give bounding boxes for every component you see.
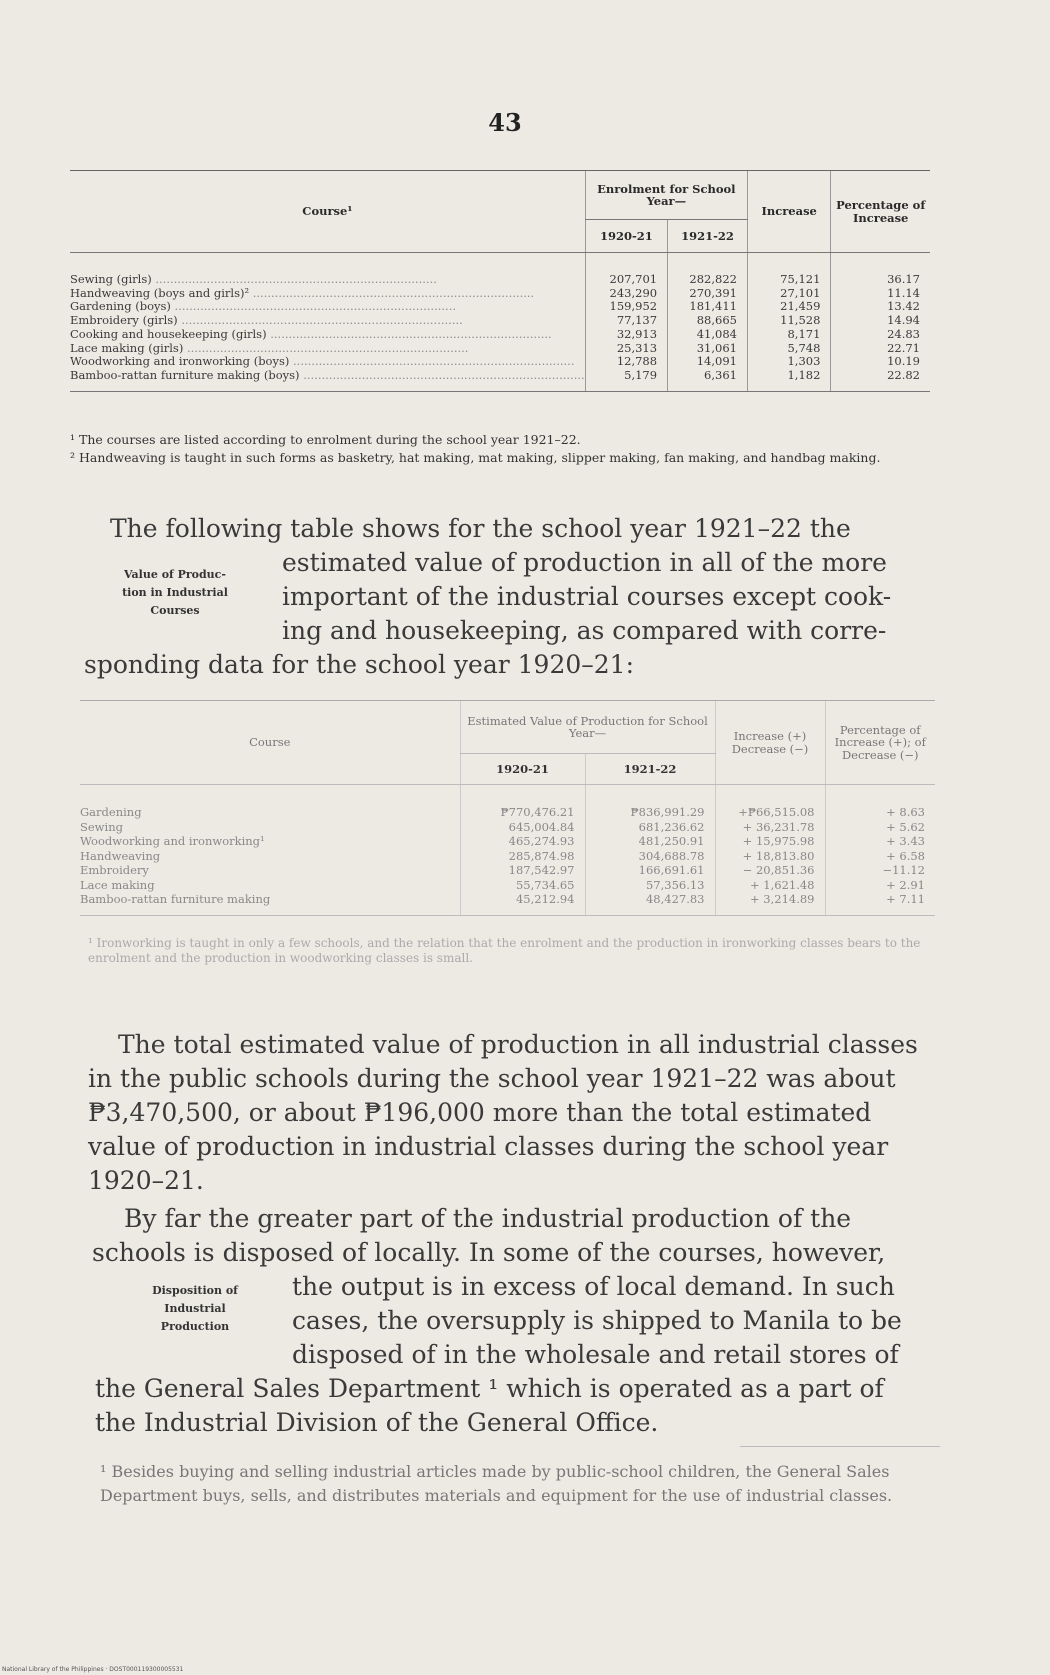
row-increase: 5,748 xyxy=(747,342,830,356)
col-header-year-1921: 1921-22 xyxy=(585,754,715,785)
row-change: +₱66,515.08 xyxy=(715,785,825,820)
paragraph-2-line: ₱3,470,500, or about ₱196,000 more than the total estimated xyxy=(88,1098,872,1127)
row-increase: 21,459 xyxy=(747,300,830,314)
table2-footnote: ¹ Ironworking is taught in only a few schools, and the relation that the enrolment and the production in ironworking classes bears to the enrolment and the production in woodworking classes is small. xyxy=(88,936,921,965)
row-value-1920: 159,952 xyxy=(585,300,667,314)
row-change: + 36,231.78 xyxy=(715,820,825,835)
row-increase: 8,171 xyxy=(747,328,830,342)
footnote-rule xyxy=(740,1446,940,1447)
row-percentage: 22.82 xyxy=(831,369,930,391)
row-course: Woodworking and ironworking¹ xyxy=(80,834,265,848)
row-course: Gardening xyxy=(80,805,142,819)
col-header-year-1921: 1921-22 xyxy=(668,220,748,253)
col-header-change: Increase (+) Decrease (−) xyxy=(715,701,825,785)
table1-footnote-1: ¹ The courses are listed according to enrolment during the school year 1921–22. xyxy=(70,432,581,447)
col-header-year-1920: 1920-21 xyxy=(585,220,667,253)
paragraph-3-line: the General Sales Department ¹ which is operated as a part of xyxy=(95,1374,884,1403)
row-change: + 1,621.48 xyxy=(715,878,825,893)
paragraph-3-line: the output is in excess of local demand. In such xyxy=(292,1272,895,1301)
bottom-footnote: ¹ Besides buying and selling industrial articles made by public-school children, the General Sales Department buys, sells, and distributes materials and equipment for the use of industrial classes. xyxy=(100,1462,893,1505)
row-value-1920: 207,701 xyxy=(585,253,667,287)
row-value-1921: 481,250.91 xyxy=(585,834,715,849)
row-value-1920: 243,290 xyxy=(585,287,667,301)
table-row xyxy=(70,355,930,369)
row-value-1921: 166,691.61 xyxy=(585,863,715,878)
production-value-table xyxy=(80,700,935,916)
paragraph-2-line: value of production in industrial classes during the school year xyxy=(88,1132,889,1161)
paragraph-1-line: The following table shows for the school year 1921–22 the xyxy=(110,514,851,543)
sidenote-line: Industrial xyxy=(164,1302,226,1315)
row-course: Lace making (girls) xyxy=(70,341,184,355)
row-change: + 18,813.80 xyxy=(715,849,825,864)
col-header-percentage: Percentage of Increase (+); of Decrease (−) xyxy=(825,701,935,785)
row-value-1920: 12,788 xyxy=(585,355,667,369)
row-change: + 3,214.89 xyxy=(715,892,825,915)
row-value-1921: 31,061 xyxy=(668,342,748,356)
row-value-1920: 45,212.94 xyxy=(460,892,585,915)
paragraph-2-line: 1920–21. xyxy=(88,1166,204,1195)
table-row xyxy=(70,314,930,328)
paragraph-3-line: the Industrial Division of the General Office. xyxy=(95,1408,659,1437)
table-row xyxy=(70,287,930,301)
enrolment-table xyxy=(70,170,930,392)
row-increase: 11,528 xyxy=(747,314,830,328)
row-value-1920: 5,179 xyxy=(585,369,667,391)
row-change: + 15,975.98 xyxy=(715,834,825,849)
col-header-year-1920: 1920-21 xyxy=(460,754,585,785)
row-percentage: + 5.62 xyxy=(825,820,935,835)
row-value-1921: 270,391 xyxy=(668,287,748,301)
sidenote-line: Disposition of xyxy=(152,1284,238,1297)
row-course: Sewing xyxy=(80,819,123,834)
row-value-1921: 681,236.62 xyxy=(585,820,715,835)
row-percentage: + 8.63 xyxy=(825,785,935,820)
table-row xyxy=(70,253,930,287)
col-header-percentage: Percentage of Increase xyxy=(831,171,930,253)
paragraph-1-line: important of the industrial courses except cook- xyxy=(282,582,892,611)
row-value-1920: 55,734.65 xyxy=(460,878,585,893)
row-value-1921: 48,427.83 xyxy=(585,892,715,915)
table-row xyxy=(80,834,935,849)
row-value-1920: 77,137 xyxy=(585,314,667,328)
row-value-1920: 645,004.84 xyxy=(460,820,585,835)
row-value-1920: 32,913 xyxy=(585,328,667,342)
table-row xyxy=(80,849,935,864)
row-percentage: + 2.91 xyxy=(825,878,935,893)
row-increase: 1,182 xyxy=(747,369,830,391)
table-row xyxy=(80,863,935,878)
row-value-1921: ₱836,991.29 xyxy=(585,785,715,820)
sidenote-line: Production xyxy=(160,1320,230,1333)
paragraph-1-line: estimated value of production in all of the more xyxy=(282,548,887,577)
row-percentage: 22.71 xyxy=(831,342,930,356)
col-header-course: Course¹ xyxy=(70,171,585,253)
sidenote-line: tion in Industrial xyxy=(122,586,228,599)
sidenote-line: Courses xyxy=(150,604,200,617)
row-course: Handweaving xyxy=(80,848,161,863)
table-row xyxy=(80,785,935,820)
row-percentage: 13.42 xyxy=(831,300,930,314)
row-course: Embroidery xyxy=(80,863,149,877)
table-row xyxy=(70,342,930,356)
table-row xyxy=(70,328,930,342)
row-course: Cooking and housekeeping (girls) xyxy=(70,327,267,341)
row-percentage: 36.17 xyxy=(831,253,930,287)
row-value-1920: 187,542.97 xyxy=(460,863,585,878)
table-row xyxy=(70,369,930,391)
row-course: Bamboo-rattan furniture making (boys) xyxy=(70,368,300,382)
row-value-1920: ₱770,476.21 xyxy=(460,785,585,820)
sidenote-value-of-production xyxy=(90,566,260,620)
row-increase: 1,303 xyxy=(747,355,830,369)
row-value-1921: 57,356.13 xyxy=(585,878,715,893)
row-percentage: + 7.11 xyxy=(825,892,935,915)
row-percentage: −11.12 xyxy=(825,863,935,878)
col-header-increase: Increase xyxy=(747,171,830,253)
row-course: Embroidery (girls) xyxy=(70,314,178,328)
sidenote-line: Value of Produc- xyxy=(124,568,226,581)
paragraph-3-line: schools is disposed of locally. In some of the courses, however, xyxy=(92,1238,886,1267)
row-change: − 20,851.36 xyxy=(715,863,825,878)
row-course: Sewing (girls) xyxy=(70,272,152,286)
row-value-1920: 465,274.93 xyxy=(460,834,585,849)
paragraph-3-line: disposed of in the wholesale and retail stores of xyxy=(292,1340,899,1369)
row-value-1921: 181,411 xyxy=(668,300,748,314)
paragraph-2-line: in the public schools during the school year 1921–22 was about xyxy=(88,1064,896,1093)
row-percentage: + 3.43 xyxy=(825,834,935,849)
row-value-1921: 282,822 xyxy=(668,253,748,287)
table-row xyxy=(80,820,935,835)
paragraph-3-line: cases, the oversupply is shipped to Manila to be xyxy=(292,1306,902,1335)
row-percentage: 10.19 xyxy=(831,355,930,369)
paragraph-3-line: By far the greater part of the industrial production of the xyxy=(124,1204,852,1233)
row-increase: 27,101 xyxy=(747,287,830,301)
table-row xyxy=(80,878,935,893)
table1-footnote-2: ² Handweaving is taught in such forms as basketry, hat making, mat making, slipper making, fan making, and handbag making. xyxy=(70,450,881,465)
row-course: Woodworking and ironworking (boys) xyxy=(70,355,290,369)
row-percentage: + 6.58 xyxy=(825,849,935,864)
row-percentage: 14.94 xyxy=(831,314,930,328)
row-increase: 75,121 xyxy=(747,253,830,287)
paragraph-2-line: The total estimated value of production in all industrial classes xyxy=(118,1030,918,1059)
row-percentage: 24.83 xyxy=(831,328,930,342)
paragraph-1-line: ing and housekeeping, as compared with corre- xyxy=(282,616,887,645)
row-course: Bamboo-rattan furniture making xyxy=(80,892,460,915)
table-row xyxy=(70,300,930,314)
row-value-1920: 285,874.98 xyxy=(460,849,585,864)
row-value-1921: 88,665 xyxy=(668,314,748,328)
table-row xyxy=(80,892,935,915)
archive-label: National Library of the Philippines · DOST000119300005531 xyxy=(2,1666,184,1673)
col-header-estimated-value: Estimated Value of Production for School Year— xyxy=(460,701,715,754)
row-value-1920: 25,313 xyxy=(585,342,667,356)
page-number: 43 xyxy=(488,108,522,137)
row-value-1921: 14,091 xyxy=(668,355,748,369)
row-value-1921: 6,361 xyxy=(668,369,748,391)
paragraph-1-line: sponding data for the school year 1920–21: xyxy=(84,650,634,679)
col-header-course: Course xyxy=(80,701,460,785)
row-course: Lace making xyxy=(80,877,155,892)
sidenote-disposition xyxy=(115,1282,275,1336)
row-value-1921: 41,084 xyxy=(668,328,748,342)
col-header-enrolment: Enrolment for School Year— xyxy=(585,171,747,220)
row-percentage: 11.14 xyxy=(831,287,930,301)
row-course: Handweaving (boys and girls)² xyxy=(70,286,250,300)
row-course: Gardening (boys) xyxy=(70,300,171,314)
row-value-1921: 304,688.78 xyxy=(585,849,715,864)
